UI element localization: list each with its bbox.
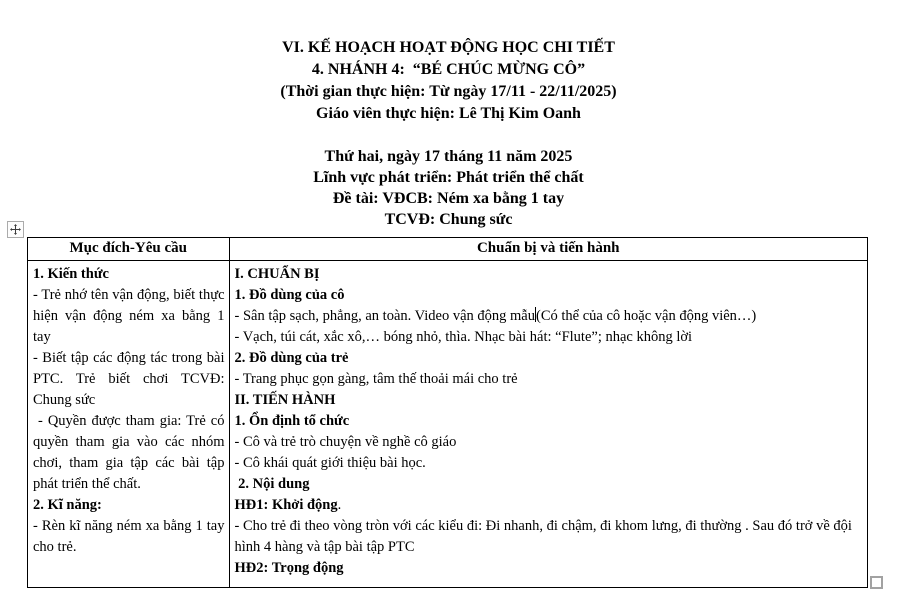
text-before-caret: - Sân tập sạch, phẳng, an toàn. Video vận động mẫu [234,308,535,324]
prep-teacher-items-heading[interactable]: 1. Đồ dùng của cô [234,287,345,303]
preparation-cell[interactable] [230,261,868,587]
proceed-stabilize-heading[interactable]: 1. Ổn định tổ chức [234,413,350,429]
doc-timeframe[interactable]: (Thời gian thực hiện: Từ ngày 17/11 - 22/11/2025) [280,83,617,100]
goals-paragraph[interactable]: - Trẻ nhớ tên vận động, biết thực hiện vận động ném xa bằng 1 tay [33,287,229,345]
activity1-label: HĐ1: Khởi động [234,497,338,513]
goals-knowledge-heading[interactable]: 1. Kiến thức [33,266,109,282]
prep-heading[interactable]: I. CHUẨN BỊ [234,266,320,282]
goals-paragraph[interactable]: - Rèn kĩ năng ném xa bằng 1 tay cho trẻ. [33,518,229,555]
activity1-paragraph[interactable]: - Cho trẻ đi theo vòng tròn với các kiểu đi: Đi nhanh, đi chậm, đi khom lưng, đi thường . Sau đó trở về đội hình 4 hàng và tập bài tập PTC [234,518,856,555]
prep-paragraph[interactable]: - Trang phục gọn gàng, tâm thế thoải mái cho trẻ [234,371,518,387]
prep-paragraph[interactable] [235,306,864,327]
prep-paragraph[interactable]: - Vạch, túi cát, xắc xô,… bóng nhỏ, thìa. Nhạc bài hát: “Flute”; nhạc không lời [234,329,693,345]
table-body-row [28,261,867,587]
doc-title[interactable]: VI. KẾ HOẠCH HOẠT ĐỘNG HỌC CHI TIẾT [282,39,615,56]
table-header-row [28,238,867,261]
activity1-tail: . [337,497,342,513]
proceed-paragraph[interactable]: - Cô và trẻ trò chuyện về nghề cô giáo [234,434,457,450]
document-header [0,37,897,125]
lesson-domain[interactable]: Lĩnh vực phát triển: Phát triển thể chất [313,169,584,186]
activity1-heading[interactable] [235,495,864,516]
proceed-paragraph[interactable]: - Cô khái quát giới thiệu bài học. [234,455,426,471]
text-after-caret: (Có thể của cô hoặc vận động viên…) [535,308,757,324]
content-heading[interactable]: 2. Nội dung [234,476,310,492]
header-cell-goals[interactable]: Mục đích-Yêu cầu [28,238,230,260]
lesson-date[interactable]: Thứ hai, ngày 17 tháng 11 năm 2025 [324,148,573,165]
goals-paragraph[interactable]: - Quyền được tham gia: Trẻ có quyền tham gia vào các nhóm chơi, tham gia tập các bài tập phát triển thể chất. [33,413,229,492]
activity2-heading[interactable]: HĐ2: Trọng động [234,560,344,576]
proceed-heading[interactable]: II. TIẾN HÀNH [234,392,336,408]
prep-child-items-heading[interactable]: 2. Đồ dùng của trẻ [234,350,349,366]
goals-skills-heading[interactable]: 2. Kĩ năng: [33,497,102,513]
doc-teacher[interactable]: Giáo viên thực hiện: Lê Thị Kim Oanh [316,105,581,122]
lesson-topic[interactable]: Đề tài: VĐCB: Ném xa bằng 1 tay [332,190,565,207]
header-cell-preparation[interactable]: Chuẩn bị và tiến hành [476,240,620,256]
lesson-game[interactable]: TCVĐ: Chung sức [384,211,513,228]
doc-subtitle[interactable]: 4. NHÁNH 4: “BÉ CHÚC MỪNG CÔ” [311,61,586,78]
lesson-plan-table [27,237,868,588]
goals-paragraph[interactable]: - Biết tập các động tác trong bài PTC. Trẻ biết chơi TCVĐ: Chung sức [33,350,229,408]
goals-cell[interactable] [28,261,230,587]
table-resize-handle[interactable] [870,576,883,589]
lesson-header [0,146,897,230]
